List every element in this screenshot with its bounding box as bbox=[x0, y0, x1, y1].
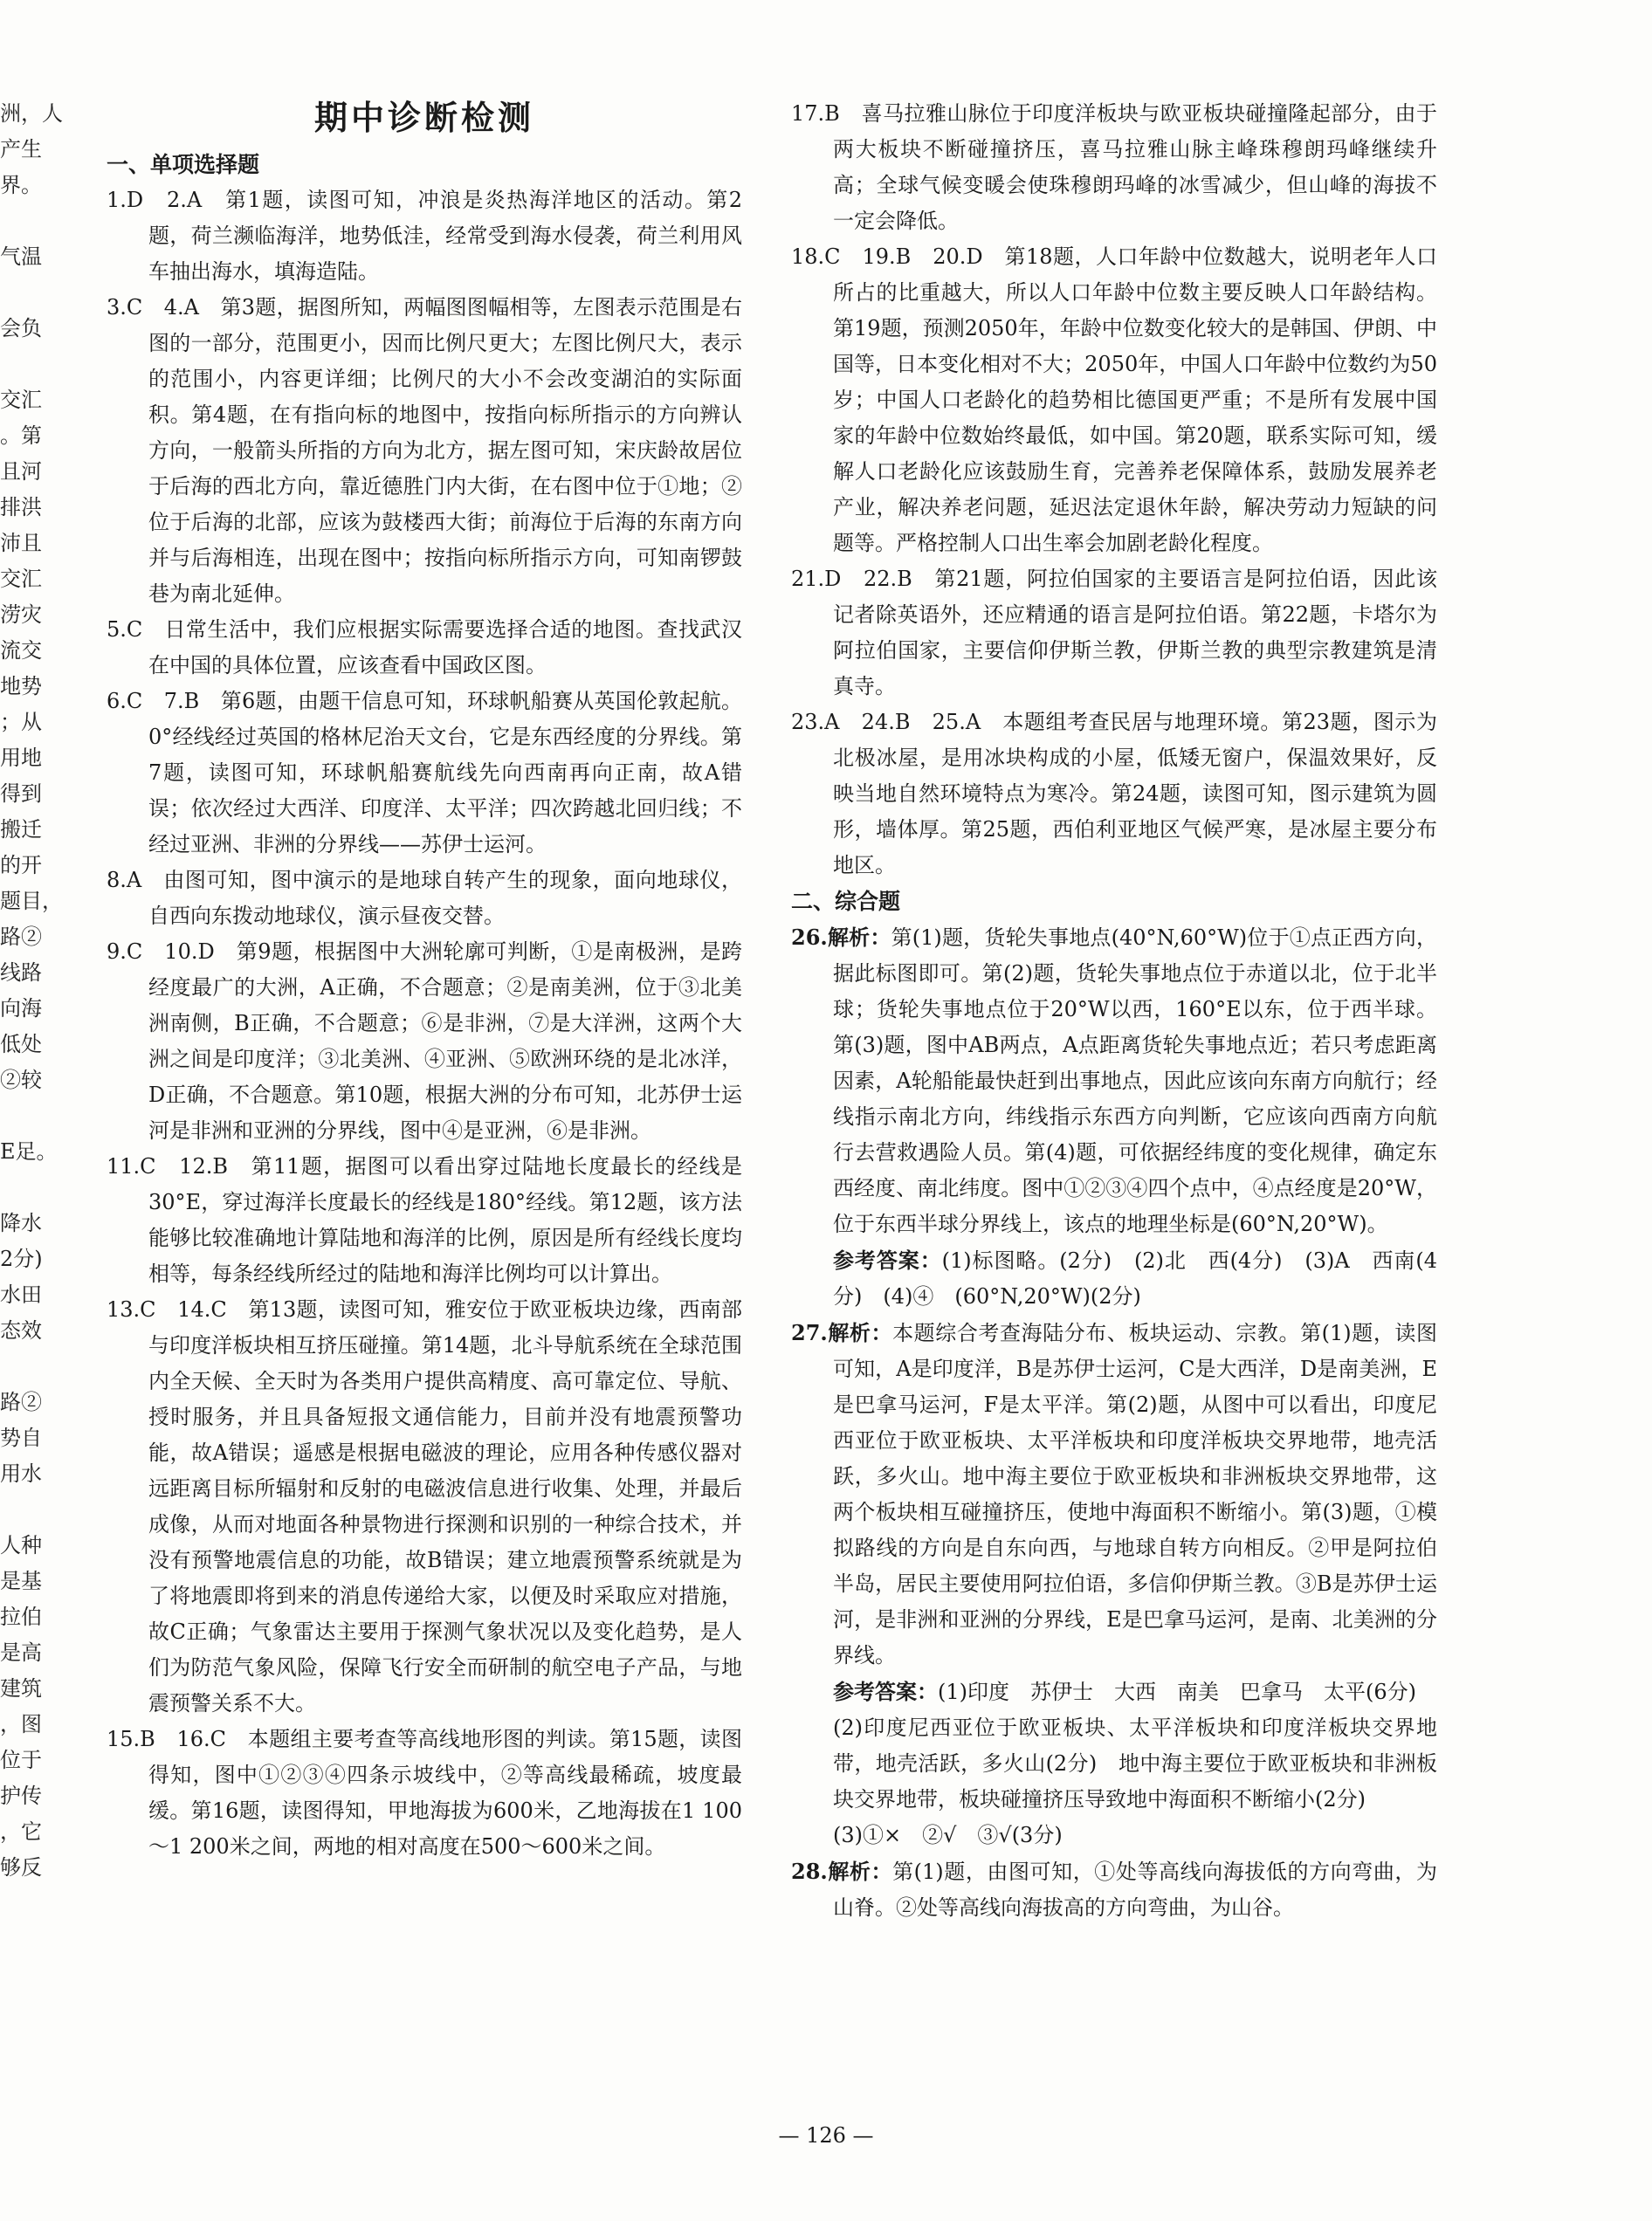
answer-item: 23.A 24.B 25.A 本题组考查民居与地理环境。第23题，图示为北极冰屋，是用冰块构成的小屋，低矮无窗户，保温效果好，反映当地自然环境特点为寒冷。第24题，读图可知，图示建筑为圆形，墙体厚。第25题，西伯利亚地区气候严寒，是冰屋主要分布地区。 bbox=[791, 710, 1437, 877]
margin-fragment: 2分) bbox=[0, 1247, 43, 1271]
margin-fragment: 界。 bbox=[0, 173, 42, 197]
margin-fragment: 会负 bbox=[0, 316, 42, 340]
margin-fragment: E足。 bbox=[0, 1139, 58, 1164]
right-column bbox=[791, 96, 1437, 1926]
answer-item: 3.C 4.A 第3题，据图所知，两幅图图幅相等，左图表示范围是右图的一部分，范围更小，因而比例尺更大；左图比例尺大，表示的范围小，内容更详细；比例尺的大小不会改变湖泊的实际面积。第4题，在有指向标的地图中，按指向标所指示的方向辨认方向，一般箭头所指的方向为北方，据左图可知，宋庆龄故居位于后海的西北方向，靠近德胜门内大街，在右图中位于①地；②位于后海的北部，应该为鼓楼西大街；前海位于后海的东南方向并与后海相连，出现在图中；按指向标所指示方向，可知南锣鼓巷为南北延伸。 bbox=[107, 295, 742, 606]
left-column bbox=[107, 96, 742, 1865]
margin-fragment: ；从 bbox=[0, 710, 42, 734]
margin-fragment: ，图 bbox=[0, 1712, 42, 1736]
answer-item: 21.D 22.B 第21题，阿拉伯国家的主要语言是阿拉伯语，因此该记者除英语外，还应精通的语言是阿拉伯语。第22题，卡塔尔为阿拉伯国家，主要信仰伊斯兰教，伊斯兰教的典型宗教建筑是清真寺。 bbox=[791, 567, 1437, 698]
analysis-label: 28.解析： bbox=[791, 1859, 893, 1884]
margin-fragment: 地势 bbox=[0, 674, 42, 698]
margin-fragment: 用水 bbox=[0, 1461, 42, 1486]
question-27-answer bbox=[791, 1674, 1437, 1710]
margin-fragment: 护传 bbox=[0, 1784, 42, 1808]
margin-fragment: 用地 bbox=[0, 746, 42, 770]
margin-fragment bbox=[0, 1492, 49, 1528]
margin-fragment: 水田 bbox=[0, 1282, 42, 1307]
margin-fragment: 线路 bbox=[0, 960, 42, 985]
page-title: 期中诊断检测 bbox=[313, 98, 534, 137]
margin-fragment: 交汇 bbox=[0, 567, 42, 591]
answer-item: 9.C 10.D 第9题，根据图中大洲轮廓可判断，①是南极洲，是跨经度最广的大洲，A正确，不合题意；②是南美洲，位于③北美洲南侧，B正确，不合题意；⑥是非洲，⑦是大洋洲，这两个大洲之间是印度洋；③北美洲、④亚洲、⑤欧洲环绕的是北冰洋，D正确，不合题意。第10题，根据大洲的分布可知，北苏伊士运河是非洲和亚洲的分界线，图中④是亚洲，⑥是非洲。 bbox=[107, 939, 742, 1143]
section-heading-comprehensive: 二、综合题 bbox=[791, 889, 901, 914]
margin-fragment: 的开 bbox=[0, 853, 42, 877]
margin-fragment: 路② bbox=[0, 925, 42, 949]
section-heading-single-choice: 一、单项选择题 bbox=[107, 152, 260, 177]
question-27-answer-part3: (3)①× ②√ ③√(3分) bbox=[833, 1823, 1063, 1847]
margin-fragment: 势自 bbox=[0, 1426, 42, 1450]
margin-fragment: 是基 bbox=[0, 1569, 42, 1593]
margin-fragment bbox=[0, 347, 49, 382]
left-margin-fragments bbox=[0, 96, 63, 1886]
answer-label: 参考答案： bbox=[833, 1679, 938, 1704]
margin-fragment: 位于 bbox=[0, 1748, 42, 1772]
margin-fragment: 流交 bbox=[0, 638, 42, 663]
question-27-answer-part2: (2)印度尼西亚位于欧亚板块、太平洋板块和印度洋板块交界地带，地壳活跃，多火山(2分) 地中海主要位于欧亚板块和非洲板块交界地带，板块碰撞挤压导致地中海面积不断缩小(2分) bbox=[833, 1716, 1437, 1812]
analysis-text: 第(1)题，由图可知，①处等高线向海拔低的方向弯曲，为山脊。②处等高线向海拔高的方向弯曲，为山谷。 bbox=[833, 1860, 1437, 1920]
question-26-answer bbox=[791, 1242, 1437, 1315]
margin-fragment: ，它 bbox=[0, 1819, 42, 1844]
question-28-analysis bbox=[791, 1853, 1437, 1926]
margin-fragment bbox=[0, 275, 49, 311]
margin-fragment: 题目， bbox=[0, 889, 63, 913]
margin-fragment: 气温 bbox=[0, 244, 42, 269]
margin-fragment: 低处 bbox=[0, 1032, 42, 1056]
margin-fragment: 够反 bbox=[0, 1855, 42, 1880]
margin-fragment: 涝灾 bbox=[0, 602, 42, 627]
answer-item: 1.D 2.A 第1题，读图可知，冲浪是炎热海洋地区的活动。第2题，荷兰濒临海洋，地势低洼，经常受到海水侵袭，荷兰利用风车抽出海水，填海造陆。 bbox=[107, 188, 742, 284]
margin-fragment: 且河 bbox=[0, 459, 42, 484]
answer-item: 5.C 日常生活中，我们应根据实际需要选择合适的地图。查找武汉在中国的具体位置，应该查看中国政区图。 bbox=[107, 617, 742, 677]
analysis-label: 26.解析： bbox=[791, 925, 891, 950]
answer-text: (1)标图略。(2分) (2)北 西(4分) (3)A 西南(4分) (4)④ (60°N,20°W)(2分) bbox=[833, 1248, 1437, 1309]
margin-fragment: 洲，人 bbox=[0, 101, 63, 126]
answer-label: 参考答案： bbox=[833, 1248, 942, 1273]
margin-fragment: 路② bbox=[0, 1390, 42, 1414]
answer-item: 6.C 7.B 第6题，由题干信息可知，环球帆船赛从英国伦敦起航。0°经线经过英国的格林尼治天文台，它是东西经度的分界线。第7题，读图可知，环球帆船赛航线先向西南再向正南，故A错误；依次经过大西洋、印度洋、太平洋；四次跨越北回归线；不经过亚洲、非洲的分界线——苏伊士运河。 bbox=[107, 689, 742, 856]
analysis-label: 27.解析： bbox=[791, 1320, 893, 1345]
question-27-analysis bbox=[791, 1315, 1437, 1674]
analysis-text: 本题综合考查海陆分布、板块运动、宗教。第(1)题，读图可知，A是印度洋，B是苏伊士运河，C是大西洋，D是南美洲，E是巴拿马运河，F是太平洋。第(2)题，从图中可以看出，印度尼西亚位于欧亚板块、太平洋板块和印度洋板块交界地带，地壳活跃，多火山。地中海主要位于欧亚板块和非洲板块交界地带，这两个板块相互碰撞挤压，使地中海面积不断缩小。第(3)题，①模拟路线的方向是自东向西，与地球自转方向相反。②甲是阿拉伯半岛，居民主要使用阿拉伯语，多信仰伊斯兰教。③B是苏伊士运河，是非洲和亚洲的分界线，E是巴拿马运河，是南、北美洲的分界线。 bbox=[833, 1321, 1437, 1667]
analysis-text: 第(1)题，货轮失事地点(40°N,60°W)位于①点正西方向，据此标图即可。第(2)题，货轮失事地点位于赤道以北，位于北半球；货轮失事地点位于20°W以西，160°E以东，位于西半球。第(3)题，图中AB两点，A点距离货轮失事地点近；若只考虑距离因素，A轮船能最快赶到出事地点，因此应该向东南方向航行；经线指示南北方向，纬线指示东西方向判断，它应该向西南方向航行去营救遇险人员。第(4)题，可依据经纬度的变化规律，确定东西经度、南北纬度。图中①②③④四个点中，④点经度是20°W，位于东西半球分界线上，该点的地理坐标是(60°N,20°W)。 bbox=[833, 925, 1437, 1236]
margin-fragment: 向海 bbox=[0, 996, 42, 1021]
answer-item: 11.C 12.B 第11题，据图可以看出穿过陆地长度最长的经线是30°E，穿过海洋长度最长的经线是180°经线。第12题，该方法能够比较准确地计算陆地和海洋的比例，原因是所有经线长度均相等，每条经线所经过的陆地和海洋比例均可以计算出。 bbox=[107, 1154, 742, 1286]
page-number: — 126 — bbox=[778, 2123, 874, 2148]
answer-item: 15.B 16.C 本题组主要考查等高线地形图的判读。第15题，读图得知，图中①②③④四条示坡线中，②等高线最稀疏，坡度最缓。第16题，读图得知，甲地海拔为600米，乙地海拔在1 100～1 200米之间，两地的相对高度在500～600米之间。 bbox=[107, 1727, 742, 1859]
margin-fragment: 产生 bbox=[0, 137, 42, 162]
margin-fragment: 人种 bbox=[0, 1533, 42, 1557]
margin-fragment bbox=[0, 1349, 49, 1385]
margin-fragment bbox=[0, 203, 49, 239]
margin-fragment: 建筑 bbox=[0, 1676, 42, 1701]
margin-fragment bbox=[0, 1170, 49, 1206]
margin-fragment: 拉伯 bbox=[0, 1605, 42, 1629]
margin-fragment bbox=[0, 1098, 49, 1134]
margin-fragment: ②较 bbox=[0, 1068, 42, 1092]
margin-fragment: 搬迁 bbox=[0, 817, 42, 842]
margin-fragment: 排洪 bbox=[0, 495, 42, 519]
answer-item: 13.C 14.C 第13题，读图可知，雅安位于欧亚板块边缘，西南部与印度洋板块相互挤压碰撞。第14题，北斗导航系统在全球范围内全天候、全天时为各类用户提供高精度、高可靠定位、导航、授时服务，并且具备短报文通信能力，目前并没有地震预警功能，故A错误；遥感是根据电磁波的理论，应用各种传感仪器对远距离目标所辐射和反射的电磁波信息进行收集、处理，并最后成像，从而对地面各种景物进行探测和识别的一种综合技术，并没有预警地震信息的功能，故B错误；建立地震预警系统就是为了将地震即将到来的消息传递给大家，以便及时采取应对措施，故C正确；气象雷达主要用于探测气象状况以及变化趋势，是人们为防范气象风险，保障飞行安全而研制的航空电子产品，与地震预警关系不大。 bbox=[107, 1297, 742, 1716]
question-26-analysis bbox=[791, 919, 1437, 1242]
margin-fragment: 。第 bbox=[0, 423, 42, 448]
answer-text: (1)印度 苏伊士 大西 南美 巴拿马 太平(6分) bbox=[938, 1680, 1416, 1704]
margin-fragment: 沛且 bbox=[0, 531, 42, 555]
margin-fragment: 交汇 bbox=[0, 388, 42, 412]
margin-fragment: 是高 bbox=[0, 1640, 42, 1665]
answer-item: 17.B 喜马拉雅山脉位于印度洋板块与欧亚板块碰撞隆起部分，由于两大板块不断碰撞挤压，喜马拉雅山脉主峰珠穆朗玛峰继续升高；全球气候变暖会使珠穆朗玛峰的冰雪减少，但山峰的海拔不一定会降低。 bbox=[791, 101, 1437, 233]
margin-fragment: 得到 bbox=[0, 781, 42, 806]
margin-fragment: 态效 bbox=[0, 1318, 42, 1343]
answer-item: 18.C 19.B 20.D 第18题，人口年龄中位数越大，说明老年人口所占的比重越大，所以人口年龄中位数主要反映人口年龄结构。第19题，预测2050年，年龄中位数变化较大的是韩国、伊朗、中国等，日本变化相对不大；2050年，中国人口年龄中位数约为50岁；中国人口老龄化的趋势相比德国更严重；不是所有发展中国家的年龄中位数始终最低，如中国。第20题，联系实际可知，缓解人口老龄化应该鼓励生育，完善养老保障体系，鼓励发展养老产业，解决养老问题，延迟法定退休年龄，解决劳动力短缺的问题等。严格控制人口出生率会加剧老龄化程度。 bbox=[791, 244, 1437, 555]
answer-item: 8.A 由图可知，图中演示的是地球自转产生的现象，面向地球仪，自西向东拨动地球仪，演示昼夜交替。 bbox=[107, 868, 742, 928]
margin-fragment: 降水 bbox=[0, 1211, 42, 1235]
